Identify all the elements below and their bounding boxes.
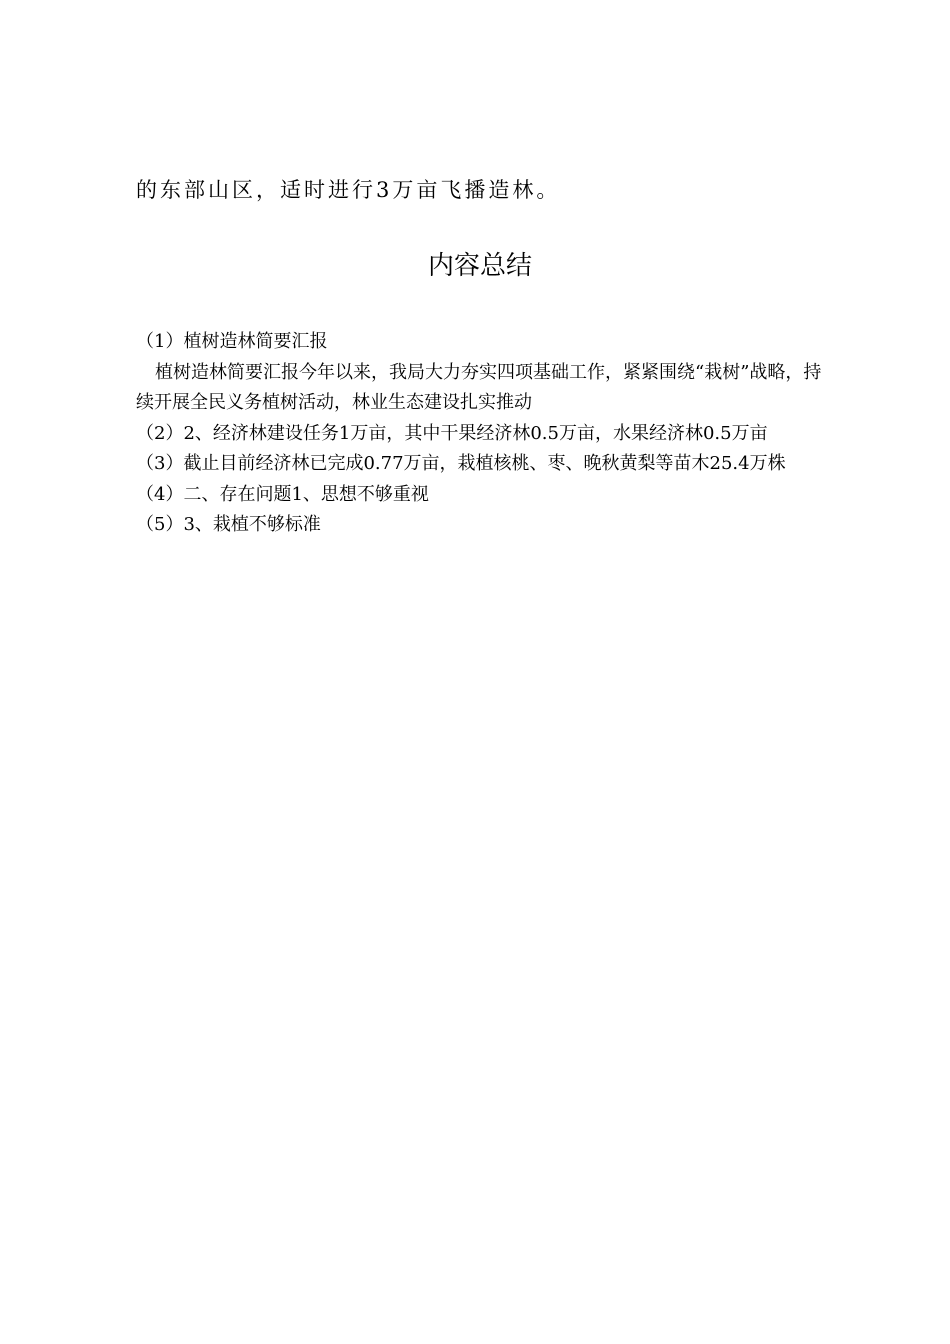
- summary-item-5: （5）3、栽植不够标准: [136, 514, 321, 535]
- summary-item-1: （1）植树造林简要汇报: [136, 331, 328, 352]
- intro-line: 的东部山区，适时进行3万亩飞播造林。: [136, 178, 561, 202]
- summary-title: 内容总结: [427, 251, 532, 281]
- summary-content: [136, 327, 826, 541]
- summary-item-2: （2）2、经济林建设任务1万亩，其中干果经济林0.5万亩，水果经济林0.5万亩: [136, 422, 768, 444]
- summary-item-3: （3）截止目前经济林已完成0.77万亩，栽植核桃、枣、晚秋黄梨等苗木25.4万株: [136, 453, 786, 474]
- summary-item-4: （4）二、存在问题1、思想不够重视: [136, 483, 429, 505]
- summary-item-1-body: 植树造林简要汇报今年以来，我局大力夯实四项基础工作，紧紧围绕“栽树”战略，持续开展全民义务植树活动，林业生态建设扎实推动: [136, 361, 822, 413]
